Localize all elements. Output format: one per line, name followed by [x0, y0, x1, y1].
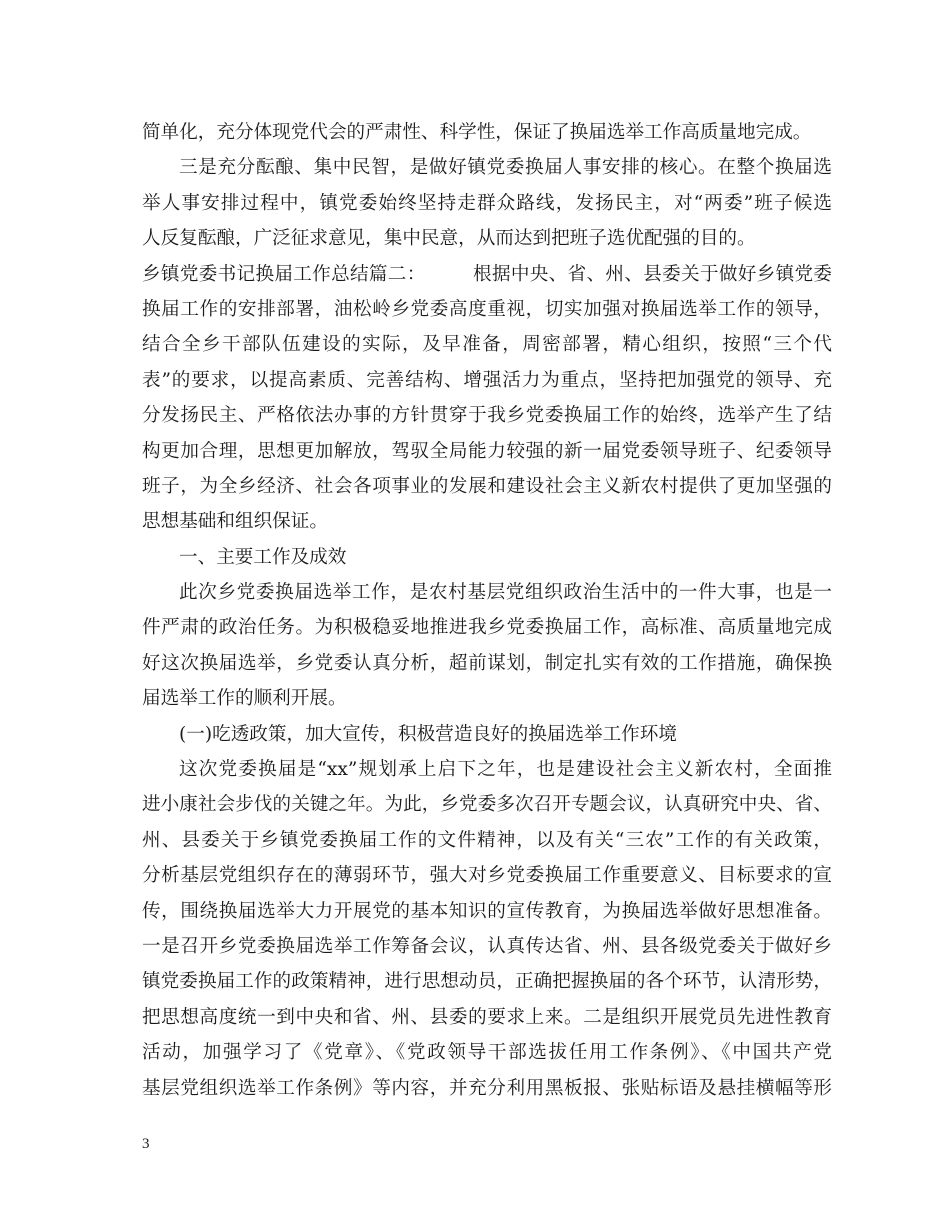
text-line: 分发扬民主、严格依法办事的方针贯穿于我乡党委换届工作的始终，选举产生了结: [142, 405, 832, 427]
text-line: 好这次换届选举，乡党委认真分析，超前谋划，制定扎实有效的工作措施，确保换: [142, 652, 832, 674]
text-line: 基层党组织选举工作条例》等内容，并充分利用黑板报、张贴标语及悬挂横幅等形: [142, 1077, 832, 1099]
text-line: 把思想高度统一到中央和省、州、县委的要求上来。二是组织开展党员先进性教育: [142, 1006, 832, 1028]
text-line: 三是充分酝酿、集中民智，是做好镇党委换届人事安排的核心。在整个换届选: [179, 157, 832, 179]
text-line: 进小康社会步伐的关键之年。为此，乡党委多次召开专题会议，认真研究中央、省、: [142, 794, 832, 816]
text-line: 传，围绕换届选举大力开展党的基本知识的宣传教育，为换届选举做好思想准备。: [142, 900, 832, 922]
text-line: 此次乡党委换届选举工作，是农村基层党组织政治生活中的一件大事，也是一: [179, 582, 832, 604]
text-line: 届选举工作的顺利开展。: [142, 688, 347, 710]
text-line: 构更加合理，思想更加解放，驾驭全局能力较强的新一届党委领导班子、纪委领导: [142, 440, 832, 462]
text-line: 件严肃的政治任务。为积极稳妥地推进我乡党委换届工作，高标准、高质量地完成: [142, 617, 832, 639]
text-line: 镇党委换届工作的政策精神，进行思想动员，正确把握换届的各个环节，认清形势，: [142, 971, 832, 993]
text-line: 这次党委换届是“xx”规划承上启下之年，也是建设社会主义新农村，全面推: [179, 759, 832, 781]
text-line: 一、主要工作及成效: [179, 546, 347, 568]
text-line: 换届工作的安排部署，油松岭乡党委高度重视，切实加强对换届选举工作的领导，: [142, 298, 832, 320]
text-line: 活动，加强学习了《党章》、《党政领导干部选拔任用工作条例》、《中国共产党: [142, 1042, 832, 1064]
text-line: 乡镇党委书记换届工作总结篇二： 根据中央、省、州、县委关于做好乡镇党委: [142, 263, 832, 285]
text-line: 分析基层党组织存在的薄弱环节，强大对乡党委换届工作重要意义、目标要求的宣: [142, 865, 832, 887]
page-number: 3: [142, 1136, 150, 1152]
text-line: (一)吃透政策，加大宣传，积极营造良好的换届选举工作环境: [179, 723, 677, 745]
text-line: 简单化，充分体现党代会的严肃性、科学性，保证了换届选举工作高质量地完成。: [142, 122, 812, 143]
text-line: 举人事安排过程中，镇党委始终坚持走群众路线，发扬民主，对“两委”班子候选: [142, 192, 832, 214]
text-line: 人反复酝酿，广泛征求意见，集中民意，从而达到把班子选优配强的目的。: [142, 228, 756, 250]
text-line: 州、县委关于乡镇党委换届工作的文件精神，以及有关“三农”工作的有关政策，: [142, 829, 832, 851]
text-line: 班子，为全乡经济、社会各项事业的发展和建设社会主义新农村提供了更加坚强的: [142, 475, 832, 497]
document-body: [142, 115, 832, 1106]
text-line: 结合全乡干部队伍建设的实际，及早准备，周密部署，精心组织，按照“三个代: [142, 334, 832, 356]
text-line: 表”的要求，以提高素质、完善结构、增强活力为重点，坚持把加强党的领导、充: [142, 369, 832, 391]
text-line: 思想基础和组织保证。: [142, 511, 328, 533]
text-line: 一是召开乡党委换届选举工作筹备会议，认真传达省、州、县各级党委关于做好乡: [142, 935, 832, 957]
